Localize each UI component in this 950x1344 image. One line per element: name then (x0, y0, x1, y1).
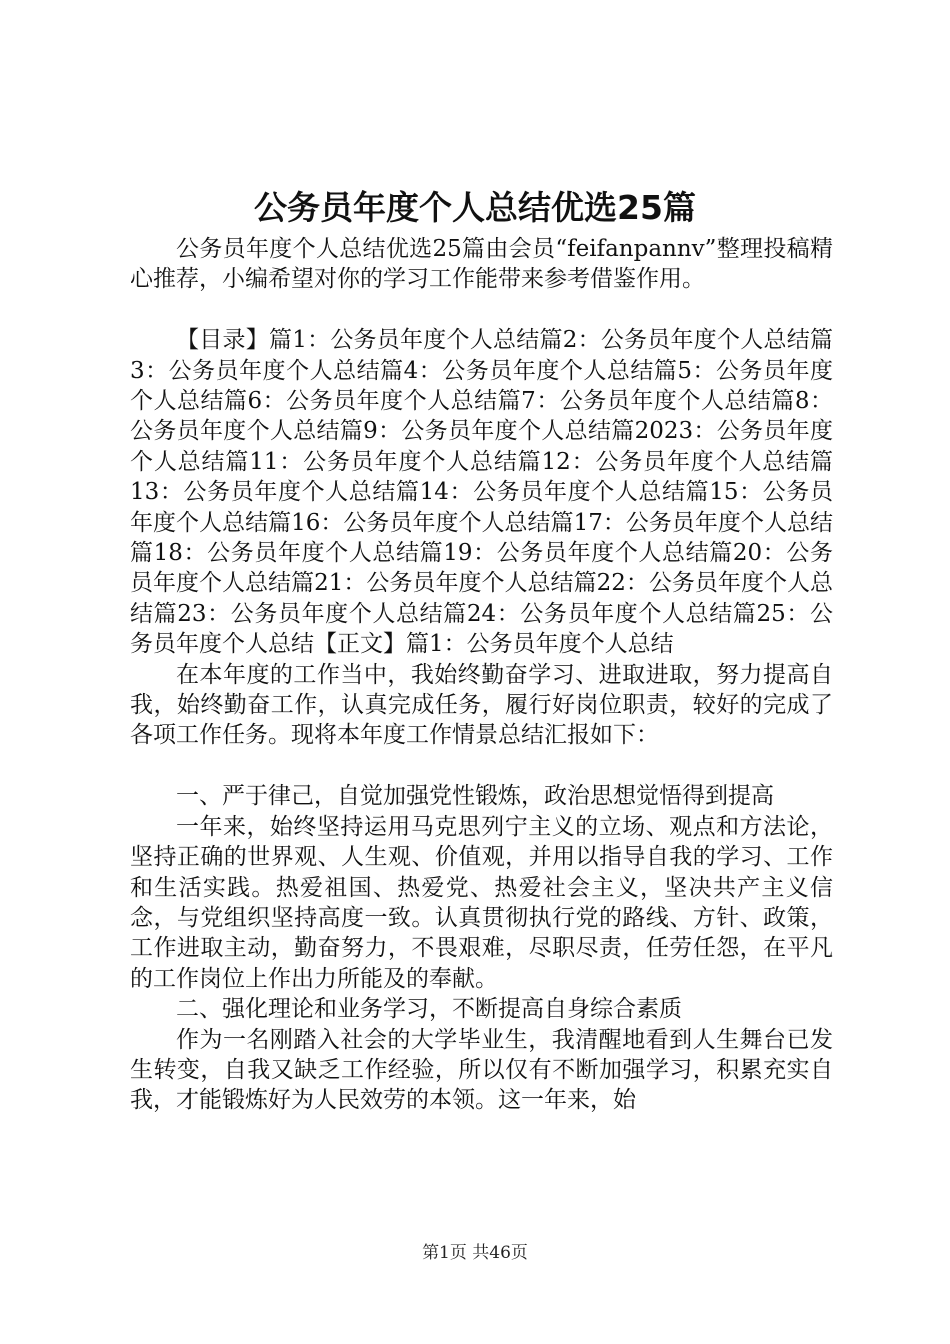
body-paragraph: 作为一名刚踏入社会的大学毕业生，我清醒地看到人生舞台已发生转变，自我又缺乏工作经验，所以仅有不断加强学习，积累充实自我，才能锻炼好为人民效劳的本领。这一年来，始 (130, 1026, 833, 1114)
section-heading: 二、强化理论和业务学习，不断提高自身综合素质 (176, 996, 682, 1023)
document-body (130, 234, 833, 1116)
page-number-footer: 第1页 共46页 (422, 1243, 528, 1263)
table-of-contents-paragraph: 【目录】篇1：公务员年度个人总结篇2：公务员年度个人总结篇3：公务员年度个人总结篇4：公务员年度个人总结篇5：公务员年度个人总结篇6：公务员年度个人总结篇7：公务员年度个人总结篇8：公务员年度个人总结篇9：公务员年度个人总结篇2023：公务员年度个人总结篇11：公务员年度个人总结篇12：公务员年度个人总结篇13：公务员年度个人总结篇14：公务员年度个人总结篇15：公务员年度个人总结篇16：公务员年度个人总结篇17：公务员年度个人总结篇18：公务员年度个人总结篇19：公务员年度个人总结篇20：公务员年度个人总结篇21：公务员年度个人总结篇22：公务员年度个人总结篇23：公务员年度个人总结篇24：公务员年度个人总结篇25：公务员年度个人总结【正文】篇1：公务员年度个人总结 (130, 327, 833, 658)
document-title: 公务员年度个人总结优选25篇 (254, 188, 696, 227)
section-heading: 一、严于律己，自觉加强党性锻炼，政治思想觉悟得到提高 (176, 783, 774, 810)
body-paragraph: 一年来，始终坚持运用马克思列宁主义的立场、观点和方法论，坚持正确的世界观、人生观、价值观，并用以指导自我的学习、工作和生活实践。热爱祖国、热爱党、热爱社会主义，坚决共产主义信念，与党组织坚持高度一致。认真贯彻执行党的路线、方针、政策，工作进取主动，勤奋努力，不畏艰难，尽职尽责，任劳任怨，在平凡的工作岗位上作出力所能及的奉献。 (130, 813, 833, 992)
body-paragraph: 在本年度的工作当中，我始终勤奋学习、进取进取，努力提高自我，始终勤奋工作，认真完成任务，履行好岗位职责，较好的完成了各项工作任务。现将本年度工作情景总结汇报如下： (130, 661, 833, 749)
intro-paragraph: 公务员年度个人总结优选25篇由会员“feifanpannv”整理投稿精心推荐，小编希望对你的学习工作能带来参考借鉴作用。 (130, 236, 833, 293)
